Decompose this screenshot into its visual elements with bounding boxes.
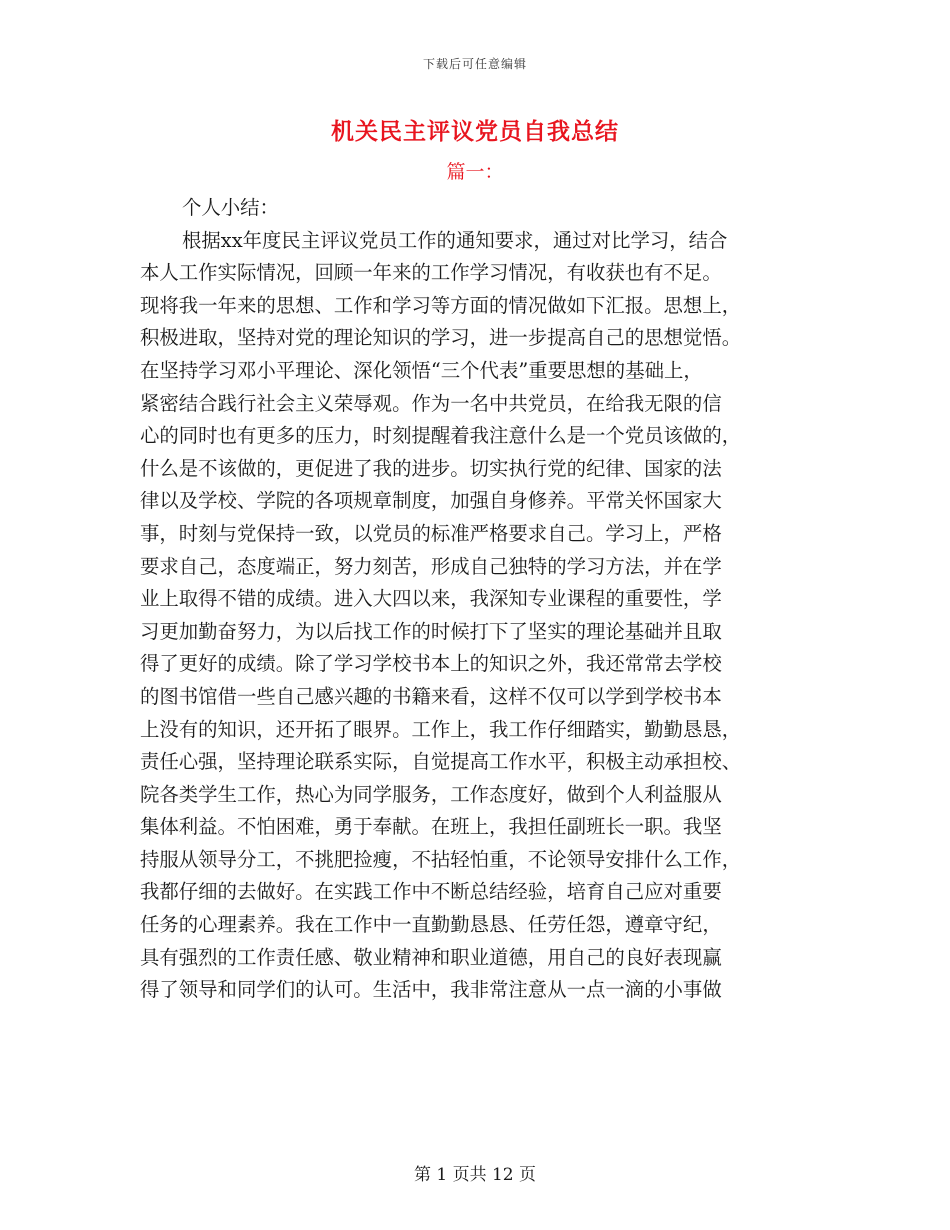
body-line: 上没有的知识，还开拓了眼界。工作上，我工作仔细踏实，勤勤恳恳，	[140, 717, 742, 741]
body-line: 现将我一年来的思想、工作和学习等方面的情况做如下汇报。思想上，	[140, 293, 742, 317]
body-line: 我都仔细的去做好。在实践工作中不断总结经验，培育自己应对重要	[140, 880, 722, 904]
body-line: 积极进取，坚持对党的理论知识的学习，进一步提高自己的思想觉悟。	[140, 326, 742, 350]
body-line: 在坚持学习邓小平理论、深化领悟“三个代表”重要思想的基础上，	[140, 358, 703, 382]
body-line: 要求自己，态度端正，努力刻苦，形成自己独特的学习方法，并在学	[140, 554, 722, 578]
body-line: 业上取得不错的成绩。进入大四以来，我深知专业课程的重要性，学	[140, 587, 722, 611]
header-note: 下载后可任意编辑	[422, 57, 527, 71]
body-line: 什么是不该做的，更促进了我的进步。切实执行党的纪律、国家的法	[140, 456, 722, 480]
body-line: 责任心强，坚持理论联系实际，自觉提高工作水平，积极主动承担校、	[140, 750, 742, 774]
body-line: 本人工作实际情况，回顾一年来的工作学习情况，有收获也有不足。	[140, 261, 722, 285]
body-line: 习更加勤奋努力，为以后找工作的时候打下了坚实的理论基础并且取	[140, 619, 722, 643]
body-line: 的图书馆借一些自己感兴趣的书籍来看，这样不仅可以学到学校书本	[140, 684, 722, 708]
body-line: 得了更好的成绩。除了学习学校书本上的知识之外，我还常常去学校	[140, 652, 722, 676]
document-title: 机关民主评议党员自我总结	[331, 118, 619, 145]
body-line: 任务的心理素养。我在工作中一直勤勤恳恳、任劳任怨，遵章守纪，	[140, 913, 722, 937]
body-line: 集体利益。不怕困难，勇于奉献。在班上，我担任副班长一职。我坚	[140, 815, 722, 839]
body-line: 根据xx年度民主评议党员工作的通知要求，通过对比学习，结合	[182, 228, 728, 252]
document-subtitle: 篇一：	[446, 161, 504, 183]
section-label: 个人小结：	[182, 196, 279, 219]
body-line: 持服从领导分工，不挑肥捡瘦，不拈轻怕重，不论领导安排什么工作，	[140, 847, 742, 871]
document-body	[140, 192, 820, 1007]
body-line: 紧密结合践行社会主义荣辱观。作为一名中共党员，在给我无限的信	[140, 391, 722, 415]
body-line: 具有强烈的工作责任感、敬业精神和职业道德，用自己的良好表现赢	[140, 945, 722, 969]
body-line: 律以及学校、学院的各项规章制度，加强自身修养。平常关怀国家大	[140, 489, 722, 513]
body-line: 院各类学生工作，热心为同学服务，工作态度好，做到个人利益服从	[140, 782, 722, 806]
body-line: 心的同时也有更多的压力，时刻提醒着我注意什么是一个党员该做的，	[140, 424, 742, 448]
body-line: 事，时刻与党保持一致，以党员的标准严格要求自己。学习上，严格	[140, 521, 722, 545]
body-line: 得了领导和同学们的认可。生活中，我非常注意从一点一滴的小事做	[140, 978, 722, 1002]
page-indicator: 第 1 页共 12 页	[413, 1165, 537, 1185]
